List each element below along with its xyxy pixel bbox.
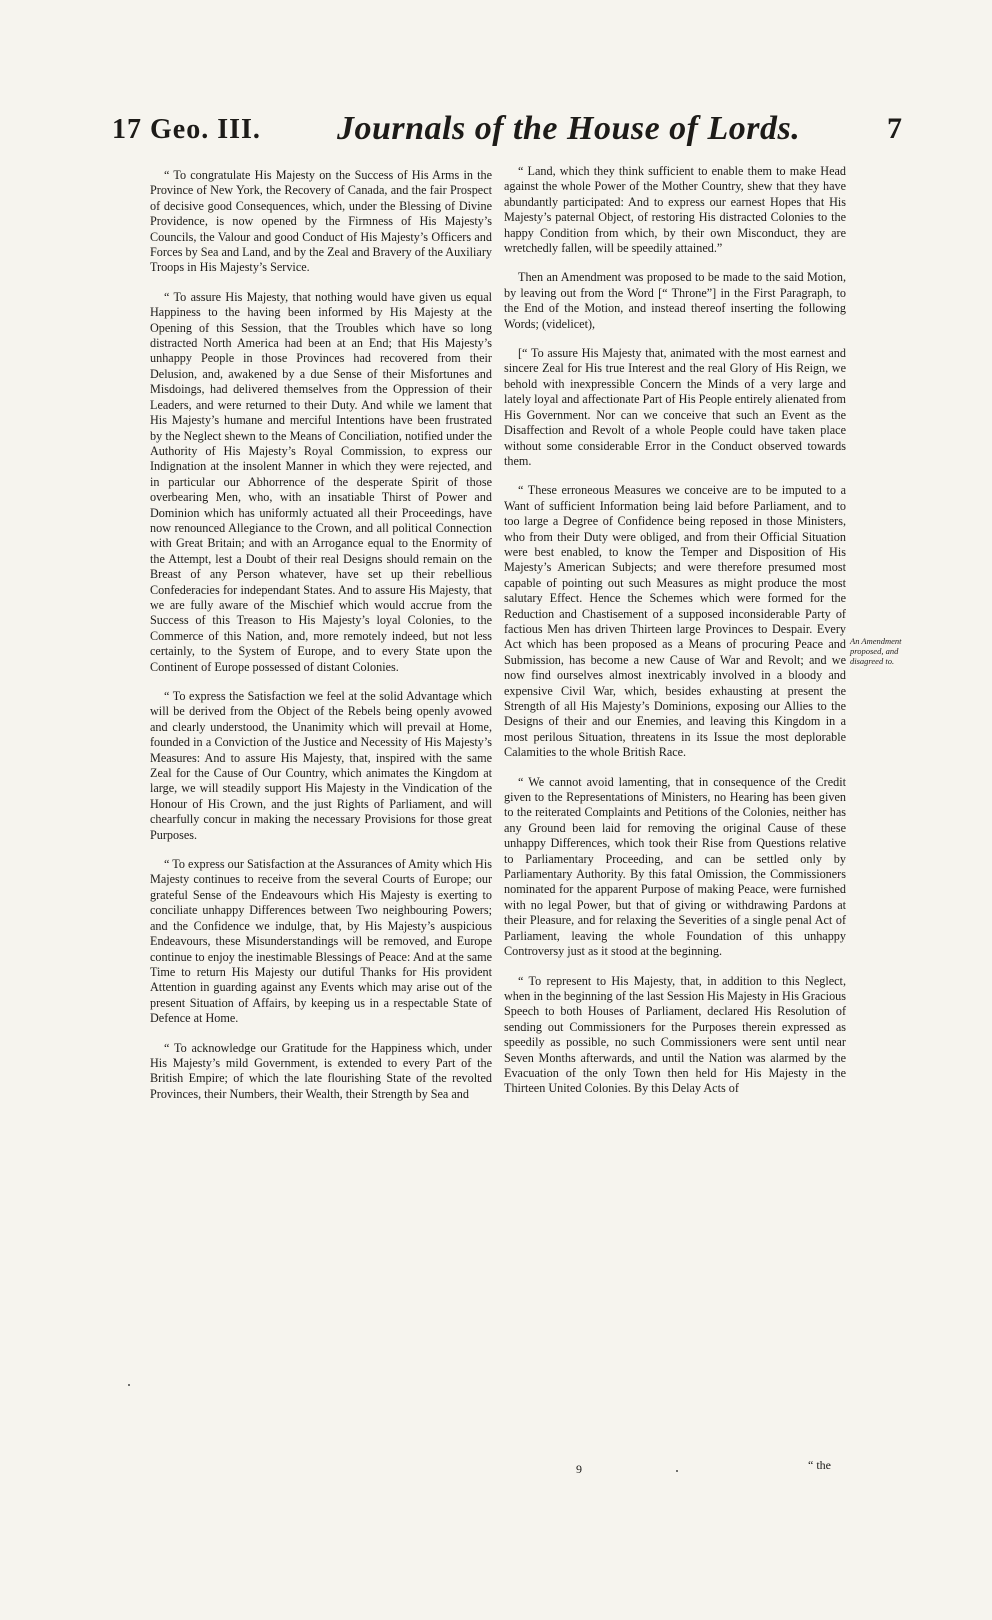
paragraph: “ To express our Satisfaction at the Assurances of Amity which His Majesty continues to receive from the several Courts of Europe; our grateful Sense of the Endeavours which His Majesty is exerting to conciliate unhappy Differences between Two neighbouring Powers; and the Confidence we indulge, that, by His Majesty’s auspicious Endeavours, these Misunderstandings will be removed, and Europe continue to enjoy the inestimable Blessings of Peace: And at the same Time to return His Majesty our dutiful Thanks for His provident Attention in guarding against any Events which may arise out of the present Situation of Affairs, by keeping us in a respectable State of Defence at Home. [150, 857, 492, 1026]
paragraph: Then an Amendment was proposed to be made to the said Motion, by leaving out from the Word [“ Throne”] in the First Paragraph, to the End of the Motion, and instead thereof inserting the following Words; (videlicet), [504, 270, 846, 331]
catchword: “ the [808, 1458, 831, 1472]
paragraph: “ These erroneous Measures we conceive are to be imputed to a Want of sufficient Information being laid before Parliament, and to too large a Degree of Confidence being reposed in those Ministers, who from their Duty were obliged, and from their Official Situation were best enabled, to know the Temper and Disposition of His Majesty’s American Subjects; and were therefore presumed most capable of pointing out such Measures as might produce the most salutary Effect. Hence the Schemes which were formed for the Reduction and Chastisement of a supposed inconsiderable Party of factious Men has driven Thirteen large Provinces to Despair. Every Act which has been proposed as a Means of procuring Peace and Submission, has become a new Cause of War and Revolt; and we now find ourselves almost inextricably involved in a bloody and expensive Civil War, which, besides exhausting at present the Strength of all His Majesty’s Dominions, exposing our Allies to the Designs of their and our Enemies, and leaving this Kingdom in a most perilous Situation, threatens in its Issue the most deplorable Calamities to the whole British Race. [504, 483, 846, 760]
journal-title: Journals of the House of Lords. [337, 110, 801, 147]
marginal-note: An Amendment proposed, and disagreed to. [850, 636, 902, 666]
paragraph: “ To assure His Majesty, that nothing would have given us equal Happiness to the having been informed by His Majesty at the Opening of this Session, that the Troubles which have so long distracted North America had been at an End; that His Majesty’s unhappy People in those Provinces had recovered from their Delusion, and, awakened by a due Sense of their Misfortunes and Misdoings, had delivered themselves from the Oppression of their Leaders, and were returned to their Duty. And while we lament that His Majesty’s humane and merciful Intentions have been frustrated by the Neglect shewn to the Means of Conciliation, notified under the Authority of His Majesty’s Royal Commission, to express our Indignation at the insolent Manner in which they were rejected, and in particular our Abhorrence of the desperate Spirit of those overbearing Men, who, with an insatiable Thirst of Power and Dominion which has uniformly actuated all their Proceedings, have now renounced Allegiance to the Crown, and all political Connection with Great Britain; and with an Arrogance equal to the Enormity of the Attempt, lest a Doubt of their real Designs should remain on the Breast of any Person whatever, have set up their rebellious Confederacies for independant States. And to assure His Majesty, that we are fully aware of the Mischief which would accrue from the Success of this Treason to His Majesty’s loyal Colonies, to the Commerce of this Nation, and, more remotely indeed, but not less certainly, to the System of Europe, and to every State upon the Continent of Europe possessed of distant Colonies. [150, 289, 492, 674]
speck [128, 1384, 130, 1386]
page-number: 7 [887, 112, 902, 145]
paragraph: [“ To assure His Majesty that, animated with the most earnest and sincere Zeal for His true Interest and the real Glory of His Reign, we behold with inexpressible Concern the Minds of a very large and lately loyal and affectionate Part of His People entirely alienated from His Government. Nor can we conceive that such an Event as the Disaffection and Revolt of a whole People could have taken place without some considerable Error in the Conduct observed towards them. [504, 346, 846, 468]
running-head [112, 104, 902, 160]
right-column [504, 164, 846, 1111]
speck [676, 1470, 678, 1472]
left-column [150, 168, 492, 1116]
regnal-year: 17 Geo. III. [112, 114, 261, 145]
folio-signature: 9 [576, 1462, 582, 1476]
paragraph: “ We cannot avoid lamenting, that in consequence of the Credit given to the Representations of Ministers, no Hearing has been given to the reiterated Complaints and Petitions of the Colonies, neither has any Ground been laid for removing the original Cause of these unhappy Differences, which took their Rise from Questions relative to Parliamentary Proceeding, and can be settled only by Parliamentary Authority. By this fatal Omission, the Commissioners nominated for the apparent Purpose of making Peace, were furnished with no legal Power, but that of giving or withdrawing Pardons at their Pleasure, and for relaxing the Severities of a single penal Act of Parliament, leaving the whole Foundation of this unhappy Controversy just as it stood at the beginning. [504, 774, 846, 959]
paragraph: “ To express the Satisfaction we feel at the solid Advantage which will be derived from the Object of the Rebels being openly avowed and clearly understood, the Unanimity which will prevail at Home, founded in a Conviction of the Justice and Necessity of His Majesty’s Measures: And to assure His Majesty, that, inspired with the same Zeal for the Cause of Our Country, which animates the Kingdom at large, we will steadily support His Majesty in the Vindication of the Honour of His Crown, and the just Rights of Parliament, and will chearfully concur in making the necessary Provisions for those great Purposes. [150, 689, 492, 842]
paragraph: “ To represent to His Majesty, that, in addition to this Neglect, when in the beginning of the last Session His Majesty in His Gracious Speech to both Houses of Parliament, declared His Resolution of sending out Commissioners for the Purposes therein expressed as speedily as possible, no such Commissioners were sent until near Seven Months afterwards, and until the Nation was alarmed by the Evacuation of the only Town then held for His Majesty in the Thirteen United Colonies. By this Delay Acts of [504, 973, 846, 1096]
paragraph: “ To congratulate His Majesty on the Success of His Arms in the Province of New York, the Recovery of Canada, and the fair Prospect of decisive good Consequences, which, under the Blessing of Divine Providence, is now opened by the Firmness of His Majesty’s Councils, the Valour and good Conduct of His Majesty’s Officers and Forces by Sea and Land, and by the Zeal and Bravery of the Auxiliary Troops in His Majesty’s Service. [150, 168, 492, 275]
paragraph: “ Land, which they think sufficient to enable them to make Head against the whole Power of the Mother Country, shew that they have abundantly participated: And to express our earnest Hopes that His Majesty’s paternal Object, of restoring His distracted Colonies to the happy Condition from which, by their own Misconduct, they are wretchedly fallen, will be speedily attained.” [504, 164, 846, 256]
paragraph: “ To acknowledge our Gratitude for the Happiness which, under His Majesty’s mild Government, is extended to every Part of the British Empire; of which the late flourishing State of the revolted Provinces, their Numbers, their Wealth, their Strength by Sea and [150, 1040, 492, 1101]
